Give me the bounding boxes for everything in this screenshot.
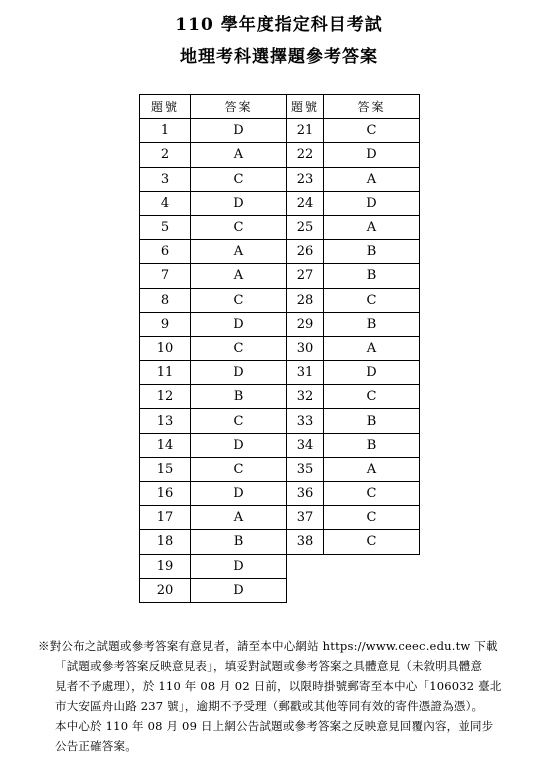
question-number: 36	[287, 482, 324, 506]
answer-cell: D	[191, 482, 287, 506]
answer-cell: C	[324, 506, 420, 530]
table-row	[140, 554, 420, 578]
answer-cell: D	[324, 191, 420, 215]
column-header-answer: 答案	[191, 95, 287, 119]
question-number: 38	[287, 530, 324, 554]
answer-cell: C	[324, 288, 420, 312]
answer-cell: D	[191, 578, 287, 602]
question-number: 30	[287, 336, 324, 360]
question-number: 31	[287, 361, 324, 385]
question-number: 28	[287, 288, 324, 312]
table-row	[140, 385, 420, 409]
notice-text	[38, 636, 528, 756]
question-number: 3	[140, 167, 191, 191]
question-number: 22	[287, 143, 324, 167]
table-row	[140, 119, 420, 143]
answer-cell: C	[191, 288, 287, 312]
question-number: 4	[140, 191, 191, 215]
answer-cell: D	[324, 361, 420, 385]
answer-table	[139, 94, 420, 603]
question-number: 29	[287, 312, 324, 336]
answer-cell: A	[324, 457, 420, 481]
question-number: 13	[140, 409, 191, 433]
page-title: 110 學年度指定科目考試	[175, 15, 383, 35]
question-number: 7	[140, 264, 191, 288]
answer-cell: A	[324, 215, 420, 239]
answer-cell: C	[191, 215, 287, 239]
answer-cell: D	[191, 312, 287, 336]
table-row	[140, 482, 420, 506]
question-number: 16	[140, 482, 191, 506]
question-number: 8	[140, 288, 191, 312]
empty-cell	[287, 578, 324, 602]
answer-cell: D	[191, 554, 287, 578]
question-number: 11	[140, 361, 191, 385]
answer-cell: B	[324, 312, 420, 336]
table-row	[140, 240, 420, 264]
column-header-question: 題號	[287, 95, 324, 119]
table-row	[140, 288, 420, 312]
column-header-answer: 答案	[324, 95, 420, 119]
notice-line: 本中心於 110 年 08 月 09 日上網公告試題或參考答案之反映意見回覆內容，並同步	[55, 719, 494, 733]
answer-cell: B	[324, 409, 420, 433]
question-number: 33	[287, 409, 324, 433]
answer-cell: C	[191, 336, 287, 360]
table-row	[140, 215, 420, 239]
answer-cell: C	[191, 167, 287, 191]
notice-line: 公告正確答案。	[55, 739, 137, 753]
answer-cell: C	[324, 385, 420, 409]
notice-line: ※對公布之試題或參考答案有意見者，請至本中心網站 https://www.ceec.edu.tw 下載	[38, 639, 498, 653]
notice-line: 市大安區舟山路 237 號」，逾期不予受理（郵戳或其他等同有效的寄件憑證為憑）。	[55, 699, 484, 713]
table-row	[140, 578, 420, 602]
answer-cell: C	[191, 409, 287, 433]
question-number: 2	[140, 143, 191, 167]
answer-cell: D	[191, 191, 287, 215]
question-number: 9	[140, 312, 191, 336]
answer-cell: A	[324, 336, 420, 360]
table-row	[140, 143, 420, 167]
answer-cell: A	[191, 506, 287, 530]
answer-cell: C	[324, 119, 420, 143]
answer-cell: C	[324, 530, 420, 554]
question-number: 26	[287, 240, 324, 264]
answer-cell: B	[324, 433, 420, 457]
notice-line: 見者不予處理），於 110 年 08 月 02 日前，以限時掛號郵寄至本中心「106032 臺北	[55, 679, 502, 693]
question-number: 21	[287, 119, 324, 143]
answer-cell: D	[191, 433, 287, 457]
table-row	[140, 191, 420, 215]
answer-cell: A	[191, 264, 287, 288]
table-row	[140, 433, 420, 457]
table-row	[140, 457, 420, 481]
table-row	[140, 506, 420, 530]
table-row	[140, 361, 420, 385]
question-number: 17	[140, 506, 191, 530]
empty-cell	[324, 554, 420, 578]
question-number: 19	[140, 554, 191, 578]
empty-cell	[287, 554, 324, 578]
question-number: 25	[287, 215, 324, 239]
question-number: 12	[140, 385, 191, 409]
answer-cell: B	[324, 240, 420, 264]
question-number: 20	[140, 578, 191, 602]
column-header-question: 題號	[140, 95, 191, 119]
question-number: 37	[287, 506, 324, 530]
answer-cell: A	[324, 167, 420, 191]
table-row	[140, 312, 420, 336]
question-number: 15	[140, 457, 191, 481]
answer-cell: C	[324, 482, 420, 506]
table-row	[140, 409, 420, 433]
question-number: 18	[140, 530, 191, 554]
question-number: 23	[287, 167, 324, 191]
answer-cell: B	[191, 385, 287, 409]
question-number: 32	[287, 385, 324, 409]
answer-cell: A	[191, 240, 287, 264]
table-body	[140, 119, 420, 603]
notice-line: 「試題或參考答案反映意見表」，填妥對試題或參考答案之具體意見（未敘明具體意	[55, 659, 483, 673]
answer-cell: D	[324, 143, 420, 167]
question-number: 27	[287, 264, 324, 288]
answer-cell: B	[191, 530, 287, 554]
answer-cell: B	[324, 264, 420, 288]
question-number: 35	[287, 457, 324, 481]
answer-cell: D	[191, 361, 287, 385]
question-number: 10	[140, 336, 191, 360]
question-number: 1	[140, 119, 191, 143]
table-row	[140, 264, 420, 288]
question-number: 24	[287, 191, 324, 215]
table-header-row	[140, 95, 420, 119]
empty-cell	[324, 578, 420, 602]
page-subtitle: 地理考科選擇題參考答案	[180, 47, 378, 67]
table-row	[140, 530, 420, 554]
table-row	[140, 167, 420, 191]
answer-cell: D	[191, 119, 287, 143]
answer-cell: A	[191, 143, 287, 167]
question-number: 14	[140, 433, 191, 457]
answer-cell: C	[191, 457, 287, 481]
table-row	[140, 336, 420, 360]
question-number: 5	[140, 215, 191, 239]
question-number: 6	[140, 240, 191, 264]
question-number: 34	[287, 433, 324, 457]
